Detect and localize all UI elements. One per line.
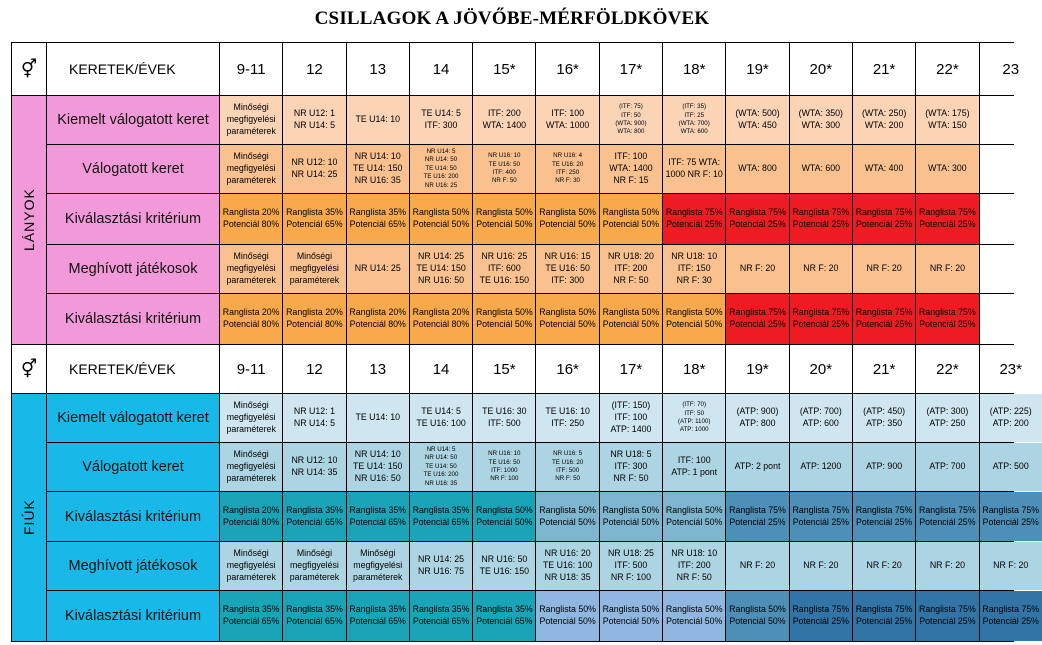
table-cell: NR F: 20 [980, 542, 1042, 590]
table-cell: Ranglista 35% Potenciál 65% [410, 492, 472, 541]
table-cell: Ranglista 50% Potenciál 50% [663, 294, 725, 344]
table-cell: Ranglista 75% Potenciál 25% [980, 492, 1042, 541]
table-cell: Ranglista 50% Potenciál 50% [473, 294, 535, 344]
table-cell: NR U14: 25 [347, 245, 409, 293]
table-cell: Ranglista 75% Potenciál 25% [853, 492, 915, 541]
table-cell: NR U18: 25 ITF: 500 NR F: 100 [600, 542, 662, 590]
table-cell: NR U16: 5 TE U16: 20 ITF: 500 NR F: 50 [536, 443, 598, 491]
table-cell: Ranglista 75% Potenciál 25% [853, 194, 915, 244]
table-cell: NR U16: 20 TE U16: 100 NR U18: 35 [536, 542, 598, 590]
table-cell: NR F: 20 [916, 245, 978, 293]
table-cell: NR F: 20 [916, 542, 978, 590]
table-cell: WTA: 400 [853, 145, 915, 193]
table-cell: TE U14: 10 [347, 96, 409, 144]
row-category: Kiválasztási kritérium [47, 492, 219, 541]
table-cell: Minőségi megfigyelési paraméterek [220, 245, 282, 293]
year-header: 22* [916, 345, 978, 393]
row-category: Válogatott keret [47, 443, 219, 491]
table-cell: NR U14: 10 TE U14: 150 NR U16: 35 [347, 145, 409, 193]
table-cell: NR U16: 50 TE U16: 150 [473, 542, 535, 590]
row-category: Meghívott játékosok [47, 245, 219, 293]
table-cell: Ranglista 35% Potenciál 65% [220, 591, 282, 641]
table-cell [980, 294, 1042, 344]
table-cell: Ranglista 75% Potenciál 25% [853, 294, 915, 344]
table-cell: WTA: 600 [790, 145, 852, 193]
table-cell: Ranglista 20% Potenciál 80% [347, 294, 409, 344]
table-cell: NR U16: 10 TE U16: 50 ITF: 400 NR F: 50 [473, 145, 535, 193]
year-header: 12 [283, 345, 345, 393]
table-cell: ITF: 100 WTA: 1400 NR F: 15 [600, 145, 662, 193]
year-header: 15* [473, 345, 535, 393]
year-header: 22* [916, 43, 978, 95]
year-header: 9-11 [220, 345, 282, 393]
table-cell: NR F: 20 [726, 245, 788, 293]
table-cell: Ranglista 35% Potenciál 65% [283, 492, 345, 541]
table-cell: Minőségi megfigyelési paraméterek [220, 394, 282, 442]
table-cell: NR U14: 10 TE U14: 150 NR U16: 50 [347, 443, 409, 491]
row-category: Meghívott játékosok [47, 542, 219, 590]
table-cell: (ATP: 700) ATP: 600 [790, 394, 852, 442]
table-cell: Ranglista 75% Potenciál 25% [726, 294, 788, 344]
table-cell: ATP: 900 [853, 443, 915, 491]
table-cell: NR F: 20 [853, 245, 915, 293]
table-cell: (ATP: 450) ATP: 350 [853, 394, 915, 442]
table-cell: Ranglista 50% Potenciál 50% [536, 194, 598, 244]
milestones-table [11, 42, 1040, 642]
year-header: 21* [853, 43, 915, 95]
table-cell: Ranglista 75% Potenciál 25% [916, 294, 978, 344]
table-cell: (WTA: 500) WTA: 450 [726, 96, 788, 144]
table-cell: NR U12: 10 NR U14: 35 [283, 443, 345, 491]
row-category: Kiemelt válogatott keret [47, 96, 219, 144]
table-cell: ITF: 75 WTA: 1000 NR F: 10 [663, 145, 725, 193]
table-cell: Ranglista 20% Potenciál 80% [283, 294, 345, 344]
table-cell: NR U18: 10 ITF: 150 NR F: 30 [663, 245, 725, 293]
header-label: KERETEK/ÉVEK [47, 345, 219, 393]
table-cell: Minőségi megfigyelési paraméterek [283, 542, 345, 590]
table-cell: NR F: 20 [790, 542, 852, 590]
table-cell: Ranglista 50% Potenciál 50% [600, 194, 662, 244]
table-cell: Ranglista 75% Potenciál 25% [726, 194, 788, 244]
year-header: 20* [790, 43, 852, 95]
section-label-girls: LÁNYOK [12, 96, 46, 344]
table-cell: Minőségi megfigyelési paraméterek [347, 542, 409, 590]
table-cell: (ATP: 900) ATP: 800 [726, 394, 788, 442]
header-label: KERETEK/ÉVEK [47, 43, 219, 95]
table-cell: Ranglista 50% Potenciál 50% [600, 294, 662, 344]
gender-icon: ⚥ [12, 43, 46, 95]
year-header: 16* [536, 43, 598, 95]
table-cell: NR U14: 5 NR U14: 50 TE U14: 50 TE U16: 200 NR U16: 25 [410, 145, 472, 193]
table-cell: ATP: 2 pont [726, 443, 788, 491]
table-cell [980, 245, 1042, 293]
table-cell: NR U18: 20 ITF: 200 NR F: 50 [600, 245, 662, 293]
section-label-boys: FIÚK [12, 394, 46, 641]
table-cell: WTA: 800 [726, 145, 788, 193]
table-cell: (ATP: 225) ATP: 200 [980, 394, 1042, 442]
table-cell: Ranglista 75% Potenciál 25% [790, 294, 852, 344]
year-header: 23 [980, 43, 1042, 95]
table-cell: (ITF: 150) ITF: 100 ATP: 1400 [600, 394, 662, 442]
table-cell: Minőségi megfigyelési paraméterek [220, 96, 282, 144]
table-cell: NR U12: 10 NR U14: 25 [283, 145, 345, 193]
table-cell: Ranglista 50% Potenciál 50% [536, 492, 598, 541]
table-cell: Ranglista 75% Potenciál 25% [980, 591, 1042, 641]
row-category: Kiválasztási kritérium [47, 194, 219, 244]
table-cell: NR U18: 5 ITF: 300 NR F: 50 [600, 443, 662, 491]
table-cell: Ranglista 20% Potenciál 80% [220, 194, 282, 244]
table-cell: Ranglista 75% Potenciál 25% [790, 591, 852, 641]
year-header: 21* [853, 345, 915, 393]
year-header: 14 [410, 345, 472, 393]
table-cell: ITF: 100 ATP: 1 pont [663, 443, 725, 491]
table-cell: TE U14: 5 TE U16: 100 [410, 394, 472, 442]
year-header: 20* [790, 345, 852, 393]
table-cell: Ranglista 50% Potenciál 50% [473, 194, 535, 244]
table-cell: Ranglista 35% Potenciál 65% [283, 591, 345, 641]
table-cell: Ranglista 50% Potenciál 50% [536, 591, 598, 641]
table-cell: NR U16: 15 TE U16: 50 ITF: 300 [536, 245, 598, 293]
table-cell: NR U14: 25 TE U14: 150 NR U16: 50 [410, 245, 472, 293]
year-header: 16* [536, 345, 598, 393]
table-cell: Ranglista 50% Potenciál 50% [663, 591, 725, 641]
table-cell: ATP: 500 [980, 443, 1042, 491]
table-cell: Minőségi megfigyelési paraméterek [283, 245, 345, 293]
table-cell: Ranglista 50% Potenciál 50% [663, 492, 725, 541]
table-cell: ITF: 200 WTA: 1400 [473, 96, 535, 144]
table-cell: NR F: 20 [790, 245, 852, 293]
table-cell: Ranglista 35% Potenciál 65% [283, 194, 345, 244]
table-cell: Ranglista 75% Potenciál 25% [853, 591, 915, 641]
year-header: 17* [600, 345, 662, 393]
table-cell: Ranglista 35% Potenciál 65% [347, 492, 409, 541]
table-cell: NR U14: 25 NR U16: 75 [410, 542, 472, 590]
table-cell: Ranglista 50% Potenciál 50% [600, 591, 662, 641]
page-title: CSILLAGOK A JÖVŐBE-MÉRFÖLDKÖVEK [314, 8, 710, 29]
table-cell: ATP: 1200 [790, 443, 852, 491]
year-header: 13 [347, 345, 409, 393]
table-cell: NR U12: 1 NR U14: 5 [283, 394, 345, 442]
year-header: 17* [600, 43, 662, 95]
table-cell: WTA: 300 [916, 145, 978, 193]
year-header: 18* [663, 345, 725, 393]
year-header: 13 [347, 43, 409, 95]
table-cell: (WTA: 250) WTA: 200 [853, 96, 915, 144]
table-cell: (ITF: 70) ITF: 50 (ATP: 1100) ATP: 1000 [663, 394, 725, 442]
table-cell [980, 194, 1042, 244]
table-cell: Minőségi megfigyelési paraméterek [220, 443, 282, 491]
table-cell: Ranglista 35% Potenciál 65% [347, 194, 409, 244]
year-header: 15* [473, 43, 535, 95]
year-header: 14 [410, 43, 472, 95]
table-cell: TE U14: 5 ITF: 300 [410, 96, 472, 144]
year-header: 9-11 [220, 43, 282, 95]
table-cell: Ranglista 75% Potenciál 25% [916, 492, 978, 541]
table-cell: Ranglista 20% Potenciál 80% [410, 294, 472, 344]
table-cell: Ranglista 35% Potenciál 65% [347, 591, 409, 641]
table-cell: Ranglista 50% Potenciál 50% [536, 294, 598, 344]
row-category: Kiválasztási kritérium [47, 591, 219, 641]
table-cell: Ranglista 20% Potenciál 80% [220, 294, 282, 344]
table-cell: NR U14: 5 NR U14: 50 TE U14: 50 TE U16: 200 NR U16: 35 [410, 443, 472, 491]
table-cell: Ranglista 50% Potenciál 50% [600, 492, 662, 541]
table-cell: ATP: 700 [916, 443, 978, 491]
row-category: Kiválasztási kritérium [47, 294, 219, 344]
table-cell: Ranglista 35% Potenciál 65% [410, 591, 472, 641]
table-cell: Ranglista 75% Potenciál 25% [790, 194, 852, 244]
gender-icon: ⚥ [12, 345, 46, 393]
table-cell: NR F: 20 [726, 542, 788, 590]
table-cell: NR U18: 10 ITF: 200 NR F: 50 [663, 542, 725, 590]
table-cell: (WTA: 175) WTA: 150 [916, 96, 978, 144]
table-cell: NR U16: 10 TE U16: 50 ITF: 1000 NR F: 100 [473, 443, 535, 491]
table-cell: Ranglista 50% Potenciál 50% [410, 194, 472, 244]
table-cell: (ITF: 75) ITF: 50 (WTA: 900) WTA: 800 [600, 96, 662, 144]
table-cell [980, 96, 1042, 144]
table-cell: NR F: 20 [853, 542, 915, 590]
table-cell: (WTA: 350) WTA: 300 [790, 96, 852, 144]
table-cell: Ranglista 75% Potenciál 25% [916, 194, 978, 244]
table-cell [980, 145, 1042, 193]
year-header: 23* [980, 345, 1042, 393]
table-cell: Ranglista 20% Potenciál 80% [220, 492, 282, 541]
table-cell: (ATP: 300) ATP: 250 [916, 394, 978, 442]
table-cell: NR U16: 25 ITF: 600 TE U16: 150 [473, 245, 535, 293]
table-cell: TE U16: 30 ITF: 500 [473, 394, 535, 442]
table-cell: Ranglista 75% Potenciál 25% [916, 591, 978, 641]
table-cell: (ITF: 35) ITF: 25 (WTA: 700) WTA: 600 [663, 96, 725, 144]
table-cell: NR U16: 4 TE U16: 20 ITF: 250 NR F: 30 [536, 145, 598, 193]
table-cell: Minőségi megfigyelési paraméterek [220, 145, 282, 193]
table-cell: Ranglista 75% Potenciál 25% [790, 492, 852, 541]
table-cell: Ranglista 75% Potenciál 25% [663, 194, 725, 244]
row-category: Kiemelt válogatott keret [47, 394, 219, 442]
table-cell: TE U14: 10 [347, 394, 409, 442]
year-header: 19* [726, 43, 788, 95]
row-category: Válogatott keret [47, 145, 219, 193]
table-cell: ITF: 100 WTA: 1000 [536, 96, 598, 144]
table-cell: Ranglista 35% Potenciál 65% [473, 591, 535, 641]
table-cell: NR U12: 1 NR U14: 5 [283, 96, 345, 144]
year-header: 19* [726, 345, 788, 393]
table-cell: Ranglista 50% Potenciál 50% [726, 591, 788, 641]
year-header: 18* [663, 43, 725, 95]
table-cell: Ranglista 50% Potenciál 50% [473, 492, 535, 541]
table-cell: Minőségi megfigyelési paraméterek [220, 542, 282, 590]
table-cell: TE U16: 10 ITF: 250 [536, 394, 598, 442]
year-header: 12 [283, 43, 345, 95]
table-cell: Ranglista 75% Potenciál 25% [726, 492, 788, 541]
